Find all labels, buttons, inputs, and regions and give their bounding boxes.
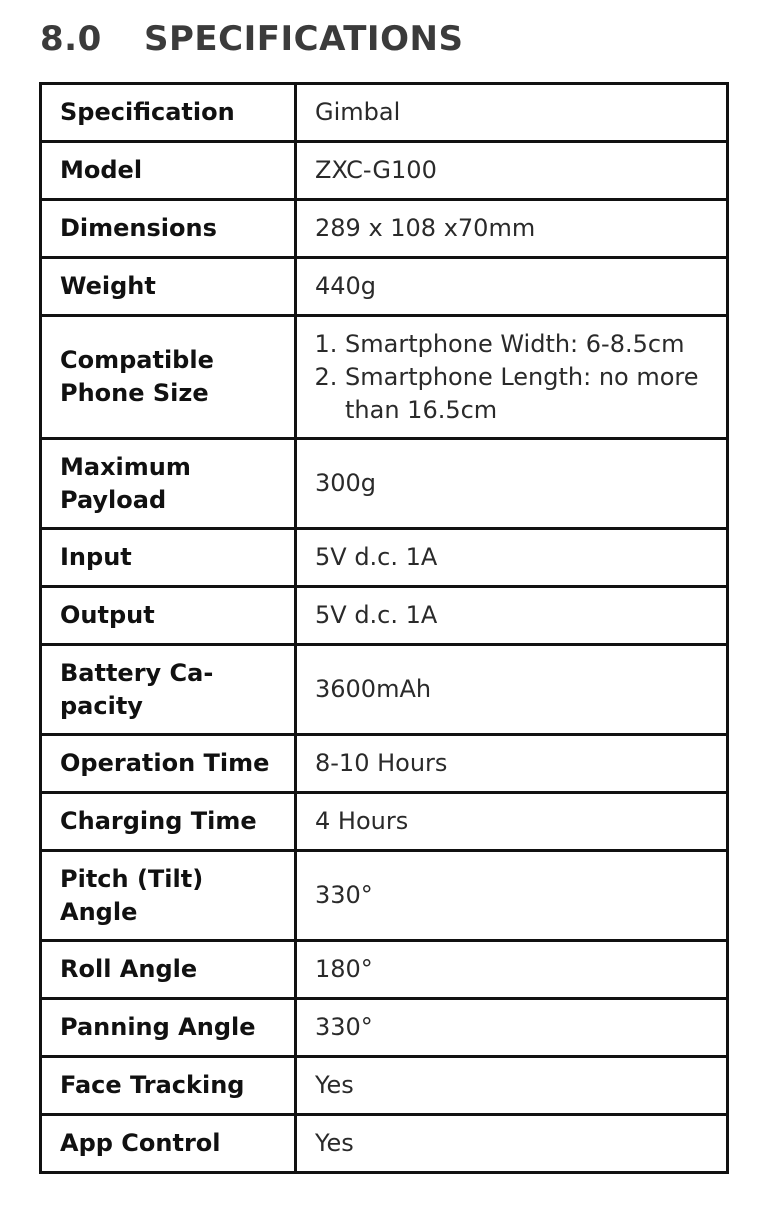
section-title: SPECIFICATIONS — [144, 19, 464, 59]
table-row — [41, 258, 728, 316]
spec-value: 8-10 Hours — [296, 735, 728, 793]
spec-label: Specification — [41, 84, 296, 142]
spec-label: App Control — [41, 1115, 296, 1173]
table-row — [41, 439, 728, 529]
spec-label: Face Tracking — [41, 1057, 296, 1115]
spec-value: ZXC-G100 — [296, 142, 728, 200]
table-row — [41, 316, 728, 439]
table-row — [41, 645, 728, 735]
spec-label: Roll Angle — [41, 941, 296, 999]
spec-label: Charging Time — [41, 793, 296, 851]
table-row — [41, 999, 728, 1057]
spec-value-list-cell — [296, 316, 728, 439]
table-row — [41, 529, 728, 587]
spec-value: 330° — [296, 999, 728, 1057]
table-row — [41, 851, 728, 941]
spec-label: Panning Angle — [41, 999, 296, 1057]
table-row — [41, 1115, 728, 1173]
table-row — [41, 84, 728, 142]
section-heading — [40, 14, 463, 64]
spec-label: Pitch (Tilt) Angle — [41, 851, 296, 941]
spec-value: Gimbal — [296, 84, 728, 142]
spec-label: Maximum Payload — [41, 439, 296, 529]
spec-label: Weight — [41, 258, 296, 316]
spec-label: Dimensions — [41, 200, 296, 258]
spec-value: 4 Hours — [296, 793, 728, 851]
spec-value: 289 x 108 x70mm — [296, 200, 728, 258]
section-number: 8.0 — [40, 19, 102, 59]
spec-value: 440g — [296, 258, 728, 316]
list-item: 2. Smartphone Length: no more than 16.5cm — [345, 361, 708, 427]
spec-label: Compatible Phone Size — [41, 316, 296, 439]
table-row — [41, 200, 728, 258]
spec-label: Operation Time — [41, 735, 296, 793]
table-row — [41, 735, 728, 793]
spec-value-list — [315, 328, 708, 427]
spec-label: Output — [41, 587, 296, 645]
table-row — [41, 941, 728, 999]
list-item: 1. Smartphone Width: 6-8.5cm — [345, 328, 708, 361]
spec-value: 5V d.c. 1A — [296, 587, 728, 645]
table-row — [41, 793, 728, 851]
spec-value: 300g — [296, 439, 728, 529]
spec-value: Yes — [296, 1057, 728, 1115]
spec-value: 3600mAh — [296, 645, 728, 735]
spec-label: Input — [41, 529, 296, 587]
specifications-table — [39, 82, 729, 1174]
table-row — [41, 142, 728, 200]
spec-value: 180° — [296, 941, 728, 999]
spec-value: 330° — [296, 851, 728, 941]
spec-value: 5V d.c. 1A — [296, 529, 728, 587]
table-row — [41, 587, 728, 645]
spec-label: Model — [41, 142, 296, 200]
spec-label: Battery Ca-pacity — [41, 645, 296, 735]
table-row — [41, 1057, 728, 1115]
spec-value: Yes — [296, 1115, 728, 1173]
